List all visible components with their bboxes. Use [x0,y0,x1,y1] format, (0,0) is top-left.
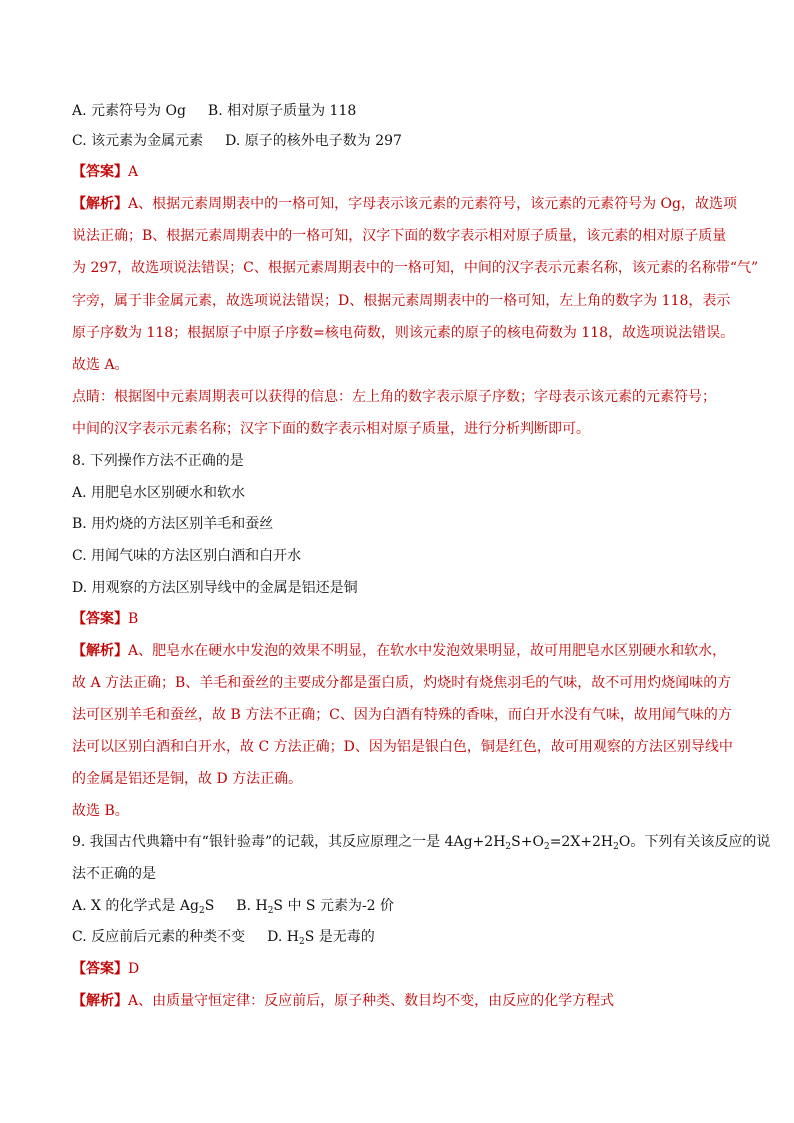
option-text: S 是无毒的 [304,929,375,945]
q8-option-b: B. 用灼烧的方法区别羊毛和蚕丝 [72,516,274,532]
option-text: A. X 的化学式是 Ag [72,898,199,914]
answer-tag: 【答案】 [72,164,128,180]
option-text: S 中 S 元素为-2 价 [273,898,395,914]
q8-analysis-line-2: 故 A 方法正确；B、羊毛和蚕丝的主要成分都是蛋白质，灼烧时有烧焦羽毛的气味，故不可用灼烧闻味的方 [72,675,732,691]
stem-part: O。下列有关该反应的说 [618,834,771,850]
q8-stem: 8. 下列操作方法不正确的是 [72,453,244,469]
q8-conclusion: 故选 B。 [72,803,129,819]
answer-value: B [128,611,139,627]
option-text: B. H [236,898,268,914]
q9-options-row-1 [72,896,394,916]
q7-answer [72,162,138,182]
subscript: 2 [198,906,205,916]
q7-conclusion: 故选 A。 [72,357,129,373]
analysis-tag: 【解析】 [72,196,128,212]
answer-value: D [128,961,140,977]
q7-option-a: A. 元素符号为 Og [72,103,186,119]
subscript: 2 [543,842,550,852]
q7-analysis-line-2: 说法正确；B、根据元素周期表中的一格可知，汉字下面的数字表示相对原子质量，该元素的相对原子质量 [72,228,727,244]
q7-options-row-2 [72,131,402,151]
answer-tag: 【答案】 [72,961,128,977]
analysis-text: A、肥皂水在硬水中发泡的效果不明显，在软水中发泡效果明显，故可用肥皂水区别硬水和软水， [128,643,727,659]
stem-part: =2X+2H [549,834,614,850]
q7-option-d: D. 原子的核外电子数为 297 [225,133,402,149]
option-text: D. H [267,929,299,945]
q9-option-c: C. 反应前后元素的种类不变 [72,929,246,945]
subscript: 2 [505,842,512,852]
q8-analysis-line-1 [72,641,726,661]
q7-analysis-line-4: 字旁，属于非金属元素，故选项说法错误；D、根据元素周期表中的一格可知，左上角的数字为 118，表示 [72,293,731,309]
stem-part: S+O [511,834,544,850]
q8-option-d: D. 用观察的方法区别导线中的金属是铝还是铜 [72,580,358,596]
q7-analysis-line-1 [72,194,737,214]
q8-option-c: C. 用闻气味的方法区别白酒和白开水 [72,548,302,564]
q7-option-c: C. 该元素为金属元素 [72,133,204,149]
q9-analysis-line-1 [72,991,614,1011]
subscript: 2 [267,906,274,916]
answer-tag: 【答案】 [72,611,128,627]
stem-part: 9. 我国古代典籍中有“银针验毒”的记载，其反应原理之一是 4Ag+2H [72,834,506,850]
q7-options-row-1 [72,101,356,121]
q7-option-b: B. 相对原子质量为 118 [207,103,357,119]
q9-answer [72,959,139,979]
q7-analysis-line-3: 为 297，故选项说法错误；C、根据元素周期表中的一格可知，中间的汉字表示元素名称，该元素的名称带“气” [72,260,759,276]
q9-stem [72,832,770,852]
q7-analysis-line-5: 原子序数为 118；根据原子中原子序数=核电荷数，则该元素的原子的核电荷数为 118，故选项说法错误。 [72,325,735,341]
q8-analysis-line-3: 法可区别羊毛和蚕丝，故 B 方法不正确；C、因为白酒有特殊的香味，而白开水没有气味，故用闻气味的方 [72,707,732,723]
q9-option-d [267,929,375,945]
q8-answer [72,609,138,629]
analysis-tag: 【解析】 [72,643,128,659]
subscript: 2 [298,937,305,947]
q8-analysis-line-5: 的金属是铝还是铜，故 D 方法正确。 [72,771,303,787]
q8-option-a: A. 用肥皂水区别硬水和软水 [72,485,246,501]
analysis-text: A、由质量守恒定律：反应前后，原子种类、数目均不变，由反应的化学方程式 [128,993,615,1009]
q9-stem-line-2: 法不正确的是 [72,866,156,882]
answer-value: A [128,164,139,180]
q9-options-row-2 [72,927,375,947]
option-text: S [204,898,215,914]
analysis-tag: 【解析】 [72,993,128,1009]
q9-option-b [236,898,394,914]
subscript: 2 [613,842,619,852]
q7-note-line-2: 中间的汉字表示元素名称；汉字下面的数字表示相对原子质量，进行分析判断即可。 [72,421,590,437]
q7-note-line-1: 点睛：根据图中元素周期表可以获得的信息：左上角的数字表示原子序数；字母表示该元素的元素符号； [72,389,716,405]
analysis-text: A、根据元素周期表中的一格可知，字母表示该元素的元素符号，该元素的元素符号为 Og，故选项 [128,196,737,212]
q9-option-a [72,898,214,914]
q8-analysis-line-4: 法可以区别白酒和白开水，故 C 方法正确；D、因为铝是银白色，铜是红色，故可用观察的方法区别导线中 [72,739,733,755]
